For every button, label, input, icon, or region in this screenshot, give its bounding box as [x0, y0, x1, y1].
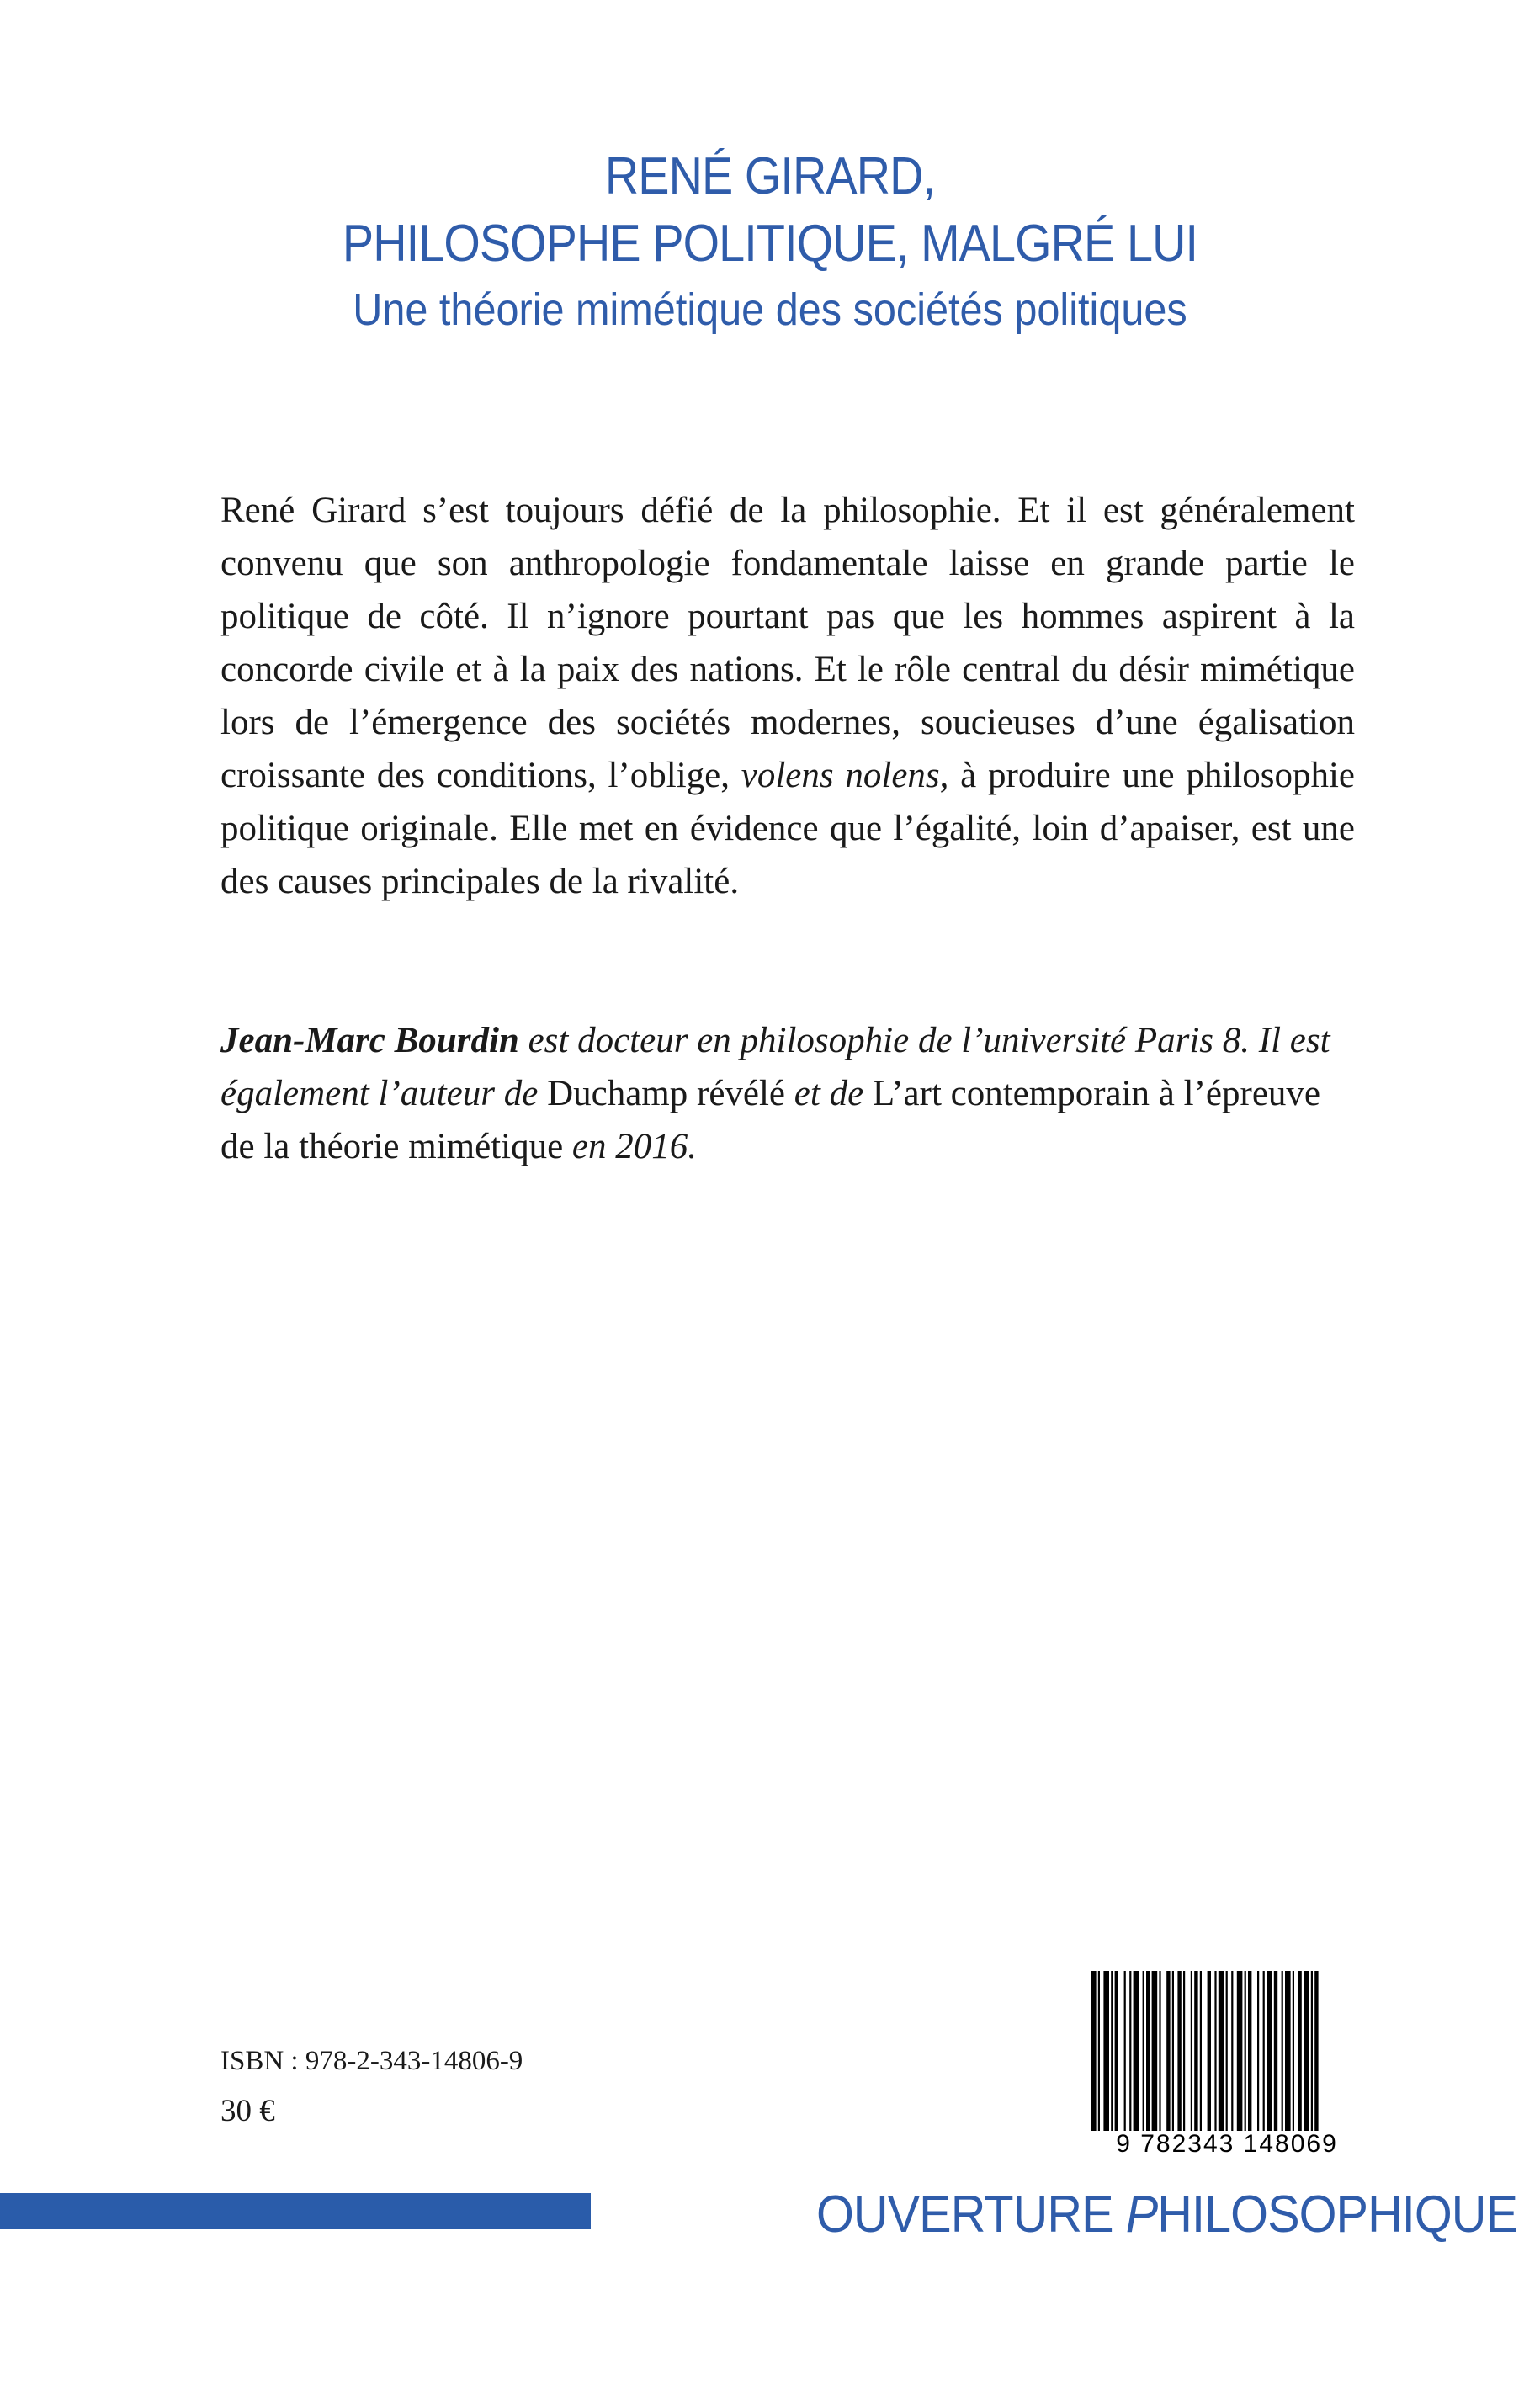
collection-name: [816, 2181, 1517, 2249]
book-meta: [220, 2041, 523, 2135]
barcode-bar: [1226, 1971, 1228, 2131]
barcode-bar: [1194, 1971, 1197, 2131]
blurb-text-2: , à produire une philosophie politique originale. Elle met en évidence que l’égalité, loin d’apaiser, est une des causes principales de la rivalité.: [220, 756, 1355, 901]
barcode-bar: [1103, 1971, 1109, 2131]
barcode-bar: [1152, 1971, 1158, 2131]
barcode-bar: [1191, 1971, 1192, 2131]
barcode-bar: [1159, 1971, 1160, 2131]
barcode-bar: [1267, 1971, 1272, 2131]
barcode-bar: [1111, 1971, 1113, 2131]
barcode-number: 9 782343 148069: [1116, 2130, 1338, 2158]
barcode: [1086, 1971, 1368, 2158]
bio-book-2: L’art contemporain à l’épreuve de la théorie mimétique: [220, 1074, 1320, 1166]
price: 30 €: [220, 2094, 275, 2128]
barcode-bar: [1237, 1971, 1243, 2131]
collection-word-1: OUVERTURE: [816, 2186, 1126, 2244]
bio-book-1: Duchamp révélé: [547, 1074, 786, 1113]
barcode-bar: [1257, 1971, 1259, 2131]
barcode-bar: [1314, 1971, 1318, 2131]
bio-text-3: en 2016.: [563, 1127, 697, 1166]
bio-text-2: et de: [785, 1074, 873, 1113]
author-name: Jean-Marc Bourdin: [220, 1021, 519, 1060]
blurb-italic-phrase: volens nolens: [741, 756, 940, 795]
barcode-bar: [1183, 1971, 1185, 2131]
barcode-bar: [1245, 1971, 1246, 2131]
barcode-bar: [1293, 1971, 1294, 2131]
barcode-bar: [1248, 1971, 1251, 2131]
subtitle: Une théorie mimétique des sociétés politiques: [353, 284, 1187, 335]
barcode-bar: [1124, 1971, 1126, 2131]
barcode-bar: [1172, 1971, 1174, 2131]
barcode-bar: [1263, 1971, 1265, 2131]
barcode-bar: [1129, 1971, 1131, 2131]
blue-accent-bar: [0, 2193, 591, 2229]
title-line-2: PHILOSOPHE POLITIQUE, MALGRÉ LUI: [342, 215, 1198, 273]
barcode-bar: [1231, 1971, 1233, 2131]
barcode-bar: [1208, 1971, 1211, 2131]
bio-text-1: est docteur en philosophie de l’université Paris 8. Il est également l’auteur de: [220, 1021, 1330, 1113]
barcode-bar: [1166, 1971, 1170, 2131]
barcode-bar: [1200, 1971, 1202, 2131]
isbn: ISBN : 978-2-343-14806-9: [220, 2046, 523, 2076]
blurb-text-1: René Girard s’est toujours défié de la philosophie. Et il est généralement convenu que son anthropologie fondamentale laisse en grande partie le politique de côté. Il n’ignore pourtant pas que les hommes aspirent à la concorde civile et à la paix des nations. Et le rôle central du désir mimétique lors de l’émergence des sociétés modernes, soucieuses d’une égalisation croissante des conditions, l’oblige,: [220, 491, 1355, 795]
barcode-bars: [1091, 1971, 1363, 2131]
collection-word-2: HILOSOPHIQUE: [1157, 2186, 1518, 2244]
title-block: [0, 143, 1540, 340]
barcode-bar: [1177, 1971, 1181, 2131]
barcode-bar: [1282, 1971, 1283, 2131]
collection-italic-letter: P: [1125, 2186, 1158, 2244]
barcode-bar: [1091, 1971, 1097, 2131]
barcode-bar: [1298, 1971, 1301, 2131]
barcode-bar: [1146, 1971, 1150, 2131]
author-bio: [220, 1014, 1355, 1173]
barcode-bar: [1285, 1971, 1291, 2131]
barcode-bar: [1214, 1971, 1216, 2131]
blurb-paragraph: [220, 484, 1355, 908]
barcode-bar: [1311, 1971, 1313, 2131]
barcode-bar: [1134, 1971, 1139, 2131]
barcode-bar: [1115, 1971, 1118, 2131]
barcode-bar: [1274, 1971, 1277, 2131]
barcode-bar: [1219, 1971, 1224, 2131]
barcode-bar: [1143, 1971, 1144, 2131]
barcode-bar: [1304, 1971, 1309, 2131]
barcode-bar: [1098, 1971, 1100, 2131]
title-line-1: RENÉ GIRARD,: [604, 147, 936, 205]
